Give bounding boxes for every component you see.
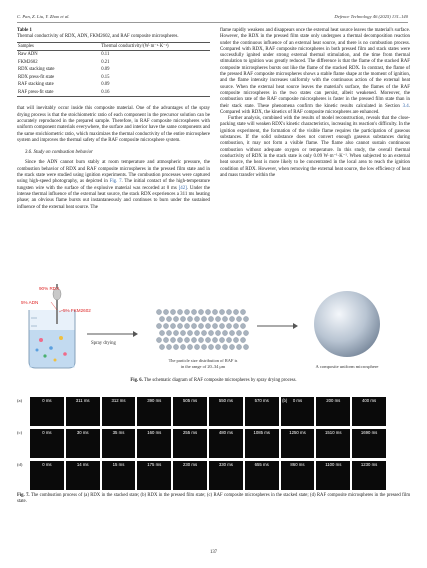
particle: [208, 316, 213, 321]
particle: [159, 330, 164, 335]
table-header-samples: Samples: [18, 43, 34, 49]
particle: [173, 330, 178, 335]
beaker-icon: [29, 310, 75, 368]
combustion-frame: [316, 461, 350, 490]
particle: [212, 309, 217, 314]
frame-time: 400 ms: [362, 398, 377, 403]
combustion-frame: [316, 429, 350, 458]
frame-time: 14 ms: [76, 462, 89, 467]
row-label: (a): [17, 398, 23, 403]
frame-time: 200 ms: [326, 398, 341, 403]
particle: [219, 309, 224, 314]
combustion-frame: [102, 429, 136, 458]
frame-time: 480 ms: [218, 430, 233, 435]
sample-cell: RDX stacking state: [18, 67, 55, 73]
running-header-authors: C. Pan, Z. Liu, Y. Zhao et al.: [17, 14, 70, 19]
particle: [159, 344, 164, 349]
table-row: [17, 89, 210, 97]
frame-time: 1510 ms: [325, 430, 342, 435]
particle: [191, 337, 196, 342]
sample-cell: RAF press-fit state: [18, 89, 54, 95]
fkm-label: 5% FKM2602: [63, 308, 91, 313]
section-heading-3-6: 3.6. Study on combustion behavior: [25, 150, 93, 156]
particle: [177, 309, 182, 314]
particle: [166, 316, 171, 321]
figure-6-caption: Fig. 6. The schematic diagram of RAF composite microspheres by spray drying process.: [130, 378, 297, 383]
combustion-frame: [66, 397, 100, 426]
paragraph: Further analysis, combined with the results of model reconstruction, reveals that the close-packing state will weaken RDX's kinetic characteristics, increasing its reaction's difficulty. In the ignition experiment, the formation of the visible flame requires the participation of gaseous substances. If the solid substance does not convert enough gaseous substances during combustion, it may not form a visible flame. The flame also cannot sustain continuous combustion without adequate oxygen or temperature. In this study, the overall thermal conductivity of RDX in the stack state is only 0.09 W·m⁻¹·K⁻¹. When subjected to an external heat source, the heat is more likely to be concentrated in the local area to reach the ignition condition of RDX. However, when removing the external heat source, the low efficiency of heat and mass transfer within the: [220, 116, 410, 178]
distribution-note-line2: in the range of 20–34 μm: [180, 364, 226, 369]
particle: [198, 309, 203, 314]
particle: [166, 344, 171, 349]
frame-time: 35 ms: [112, 430, 125, 435]
figure-7-caption: Fig. 7. The combustion process of (a) RDX in the stacked state; (b) RDX in the pressed film state; (c) RAF composite microspheres in the stacked state; (d) RAF composite microspheres in the pressed film state.: [17, 493, 410, 504]
particle: [215, 330, 220, 335]
particle: [243, 330, 248, 335]
particle: [194, 344, 199, 349]
particle: [219, 337, 224, 342]
reference-42-link[interactable]: [42]: [178, 185, 187, 191]
fig-7-link[interactable]: Fig. 7: [109, 179, 122, 185]
sample-cell: Raw ADN: [18, 52, 38, 58]
particle: [177, 337, 182, 342]
row-label: (d): [17, 462, 23, 467]
running-header-journal: Defence Technology 46 (2025) 131–140: [334, 14, 408, 19]
arrow-right-icon: [87, 331, 138, 337]
figure-6: [17, 282, 410, 390]
particle: [177, 323, 182, 328]
particle: [170, 323, 175, 328]
frame-time: 655 ms: [254, 462, 269, 467]
particle: [173, 316, 178, 321]
frame-time: 0 ms: [292, 398, 303, 403]
row-label: (b): [282, 398, 288, 403]
particle: [198, 323, 203, 328]
conductivity-cell: 0.09: [101, 67, 110, 73]
sample-cell: FKM2602: [18, 59, 38, 65]
adn-label: 5% ADN: [21, 300, 39, 305]
table-row: [17, 51, 210, 59]
particle: [163, 323, 168, 328]
particle: [201, 344, 206, 349]
conductivity-cell: 0.15: [101, 74, 110, 80]
table-header-conductivity: Thermal conductivity/(W·m⁻¹·K⁻¹): [101, 43, 169, 49]
particle: [180, 316, 185, 321]
particle: [212, 337, 217, 342]
particle: [226, 309, 231, 314]
particle: [236, 344, 241, 349]
particle: [191, 309, 196, 314]
combustion-frame: [281, 461, 315, 490]
particle: [184, 337, 189, 342]
particle: [233, 337, 238, 342]
frame-time: 0 ms: [42, 430, 52, 435]
table-row: [17, 59, 210, 66]
right-column: [220, 28, 410, 179]
particle: [215, 344, 220, 349]
conductivity-cell: 0.11: [101, 52, 110, 58]
arrow-right-icon: [257, 323, 298, 329]
combustion-frame: [245, 397, 279, 426]
frame-time: 390 ms: [147, 398, 162, 403]
figure-7: [17, 397, 410, 505]
combustion-frame: [209, 429, 243, 458]
frame-time: 1230 ms: [360, 462, 378, 467]
frame-time: 0 ms: [42, 462, 52, 467]
row-label: (c): [17, 430, 23, 435]
particle: [198, 337, 203, 342]
table-caption-text: Thermal conductivity of RDX, ADN, FKM2602, and RAF composite microspheres.: [17, 34, 179, 39]
frame-time: 330 ms: [218, 462, 233, 467]
header-rule: [17, 22, 408, 23]
particle: [156, 337, 161, 342]
particle: [233, 323, 238, 328]
distribution-note-line1: The particle size distribution of RAF is: [168, 358, 238, 363]
spray-drying-label: Spray drying: [91, 341, 116, 346]
particle: [236, 316, 241, 321]
particle: [205, 309, 210, 314]
particle: [243, 344, 248, 349]
frame-time: 160 ms: [147, 430, 162, 435]
frame-row: [17, 461, 410, 490]
particle: [170, 337, 175, 342]
particle: [187, 344, 192, 349]
thermal-conductivity-table: [17, 42, 210, 97]
frame-time: 230 ms: [183, 462, 198, 467]
frame-time: 30 ms: [76, 430, 89, 435]
particle: [187, 316, 192, 321]
particle: [191, 323, 196, 328]
particle: [184, 323, 189, 328]
composite-microsphere: [314, 291, 380, 357]
particle: [229, 344, 234, 349]
particle: [226, 337, 231, 342]
particle: [170, 309, 175, 314]
rdx-label: 90% RDX: [39, 286, 60, 291]
particle: [201, 316, 206, 321]
particle: [205, 323, 210, 328]
conductivity-cell: 0.21: [101, 59, 110, 65]
particle: [163, 309, 168, 314]
conductivity-cell: 0.16: [101, 89, 110, 95]
combustion-frame: [173, 429, 207, 458]
particle: [194, 330, 199, 335]
conductivity-cell: 0.09: [101, 82, 110, 88]
particle: [229, 316, 234, 321]
particle: [156, 323, 161, 328]
combustion-frame: [352, 461, 386, 490]
combustion-frame: [173, 397, 207, 426]
particle: [243, 316, 248, 321]
paragraph: flame rapidly weakens and disappears once the external heat source leaves the material's surface. However, the RDX in the pressed film state only undergoes a thermal decomposition reaction under the continuous influence of an external heat source, and there is no combustion process. Compared with RDX, RAF composite microspheres in both pressed film and stack states were successfully ignited under strong external thermal stimulation, and the time from thermal stimulation to ignition was greatly reduced. The difference is that the flame of the stacked RAF composite microspheres bursts out like the flame of the stacked RDX. In contrast, the flame of the pressed RAF composite microspheres shows a stable flame shape at the moment of ignition, and the flame intensity increases uniformly with the continuous action of the external heat source. When the external heat source leaves the material's surface, the flames of the RAF composite microspheres in the two states can persist, albeit weakened. Moreover, the combustion rate of the RAF composite microspheres is faster in the pressed film state than in their stack state. These phenomena confirm the kinetic results calculated in Section 3.4. Compared with RDX, the kinetics of RAF composite microspheres are enhanced.: [220, 28, 410, 115]
table-row: [17, 74, 210, 81]
particle: [194, 316, 199, 321]
combustion-frame: [316, 397, 350, 426]
frame-time: 505 ms: [183, 398, 198, 403]
particle: [219, 323, 224, 328]
table-row: [17, 66, 210, 73]
combustion-frame: [137, 461, 171, 490]
spray-drying-schematic: [17, 282, 410, 377]
frame-time: 312 ms: [111, 398, 126, 403]
particle: [156, 309, 161, 314]
particle: [240, 323, 245, 328]
page-number: 137: [209, 550, 218, 555]
frame-time: 0 ms: [42, 398, 52, 403]
particle: [222, 330, 227, 335]
frame-time: 175 ms: [147, 462, 162, 467]
combustion-frame: [30, 397, 64, 426]
particle: [163, 337, 168, 342]
combustion-frame: [137, 429, 171, 458]
particle: [208, 330, 213, 335]
particle: [226, 323, 231, 328]
particle: [208, 344, 213, 349]
combustion-frame: [173, 461, 207, 490]
frame-time: 550 ms: [218, 398, 233, 403]
particle: [233, 309, 238, 314]
frame-time: 255 ms: [183, 430, 198, 435]
particle: [240, 309, 245, 314]
particle: [184, 309, 189, 314]
frame-time: 1690 ms: [360, 430, 378, 435]
frame-time: 1100 ms: [325, 462, 342, 467]
particle: [166, 330, 171, 335]
particle: [236, 330, 241, 335]
left-column: [17, 28, 210, 211]
combustion-frame: [352, 397, 386, 426]
frame-time: 860 ms: [290, 462, 305, 467]
combustion-frame: [66, 461, 100, 490]
frame-time: 570 ms: [254, 398, 269, 403]
frame-row: [17, 397, 410, 426]
section-3-4-link[interactable]: 3.4: [402, 103, 409, 109]
table-row: [17, 81, 210, 88]
table-label: Table 1: [17, 28, 32, 33]
combustion-frame: [102, 397, 136, 426]
sample-cell: RAF stacking state: [18, 82, 54, 88]
particle: [229, 330, 234, 335]
combustion-frame: [30, 461, 64, 490]
particle-grid: [156, 309, 248, 349]
combustion-frame: [137, 397, 171, 426]
paragraph: Since the ADN cannot burn stably at room temperature and atmospheric pressure, the combustion behavior of RDX and RAF composite microspheres in the pressed film state and in the stack state were studied using ignition experiments. The combustion processes were captured using high-speed photography, as depicted in Fig. 7. The initial contact of the high-temperature tungsten wire with the surface of the explosive material was recorded at 0 ms [42]. Under the intense thermal influence of the external heat source, the stack RDX experiences a 311 ms heating phase; an obvious flame bursts out instantaneously and continues to burn under the sustained influence of the external heat source. The: [17, 160, 211, 210]
combustion-frame: [281, 429, 315, 458]
combustion-frame: [245, 461, 279, 490]
particle: [222, 316, 227, 321]
particle: [240, 337, 245, 342]
combustion-frame: [102, 461, 136, 490]
frame-time: 1085 ms: [253, 430, 270, 435]
paragraph: that will inevitably occur inside this composite material. One of the advantages of the spray drying process is that the stoichiometric ratio of each component in the precursor solution can be accurately reproduced in the prepared sample. Therefore, in RAF composite microspheres with uniform component materials everywhere, the surface and interior have the same components and the same stoichiometric ratio, which maximizes the thermal conductivity of the entire microsphere system and improves the thermal safety of the RAF composite microsphere system.: [17, 106, 210, 143]
frame-time: 15 ms: [112, 462, 125, 467]
particle: [222, 344, 227, 349]
combustion-frames: [17, 397, 410, 490]
frame-time: 1250 ms: [289, 430, 306, 435]
frame-time: 311 ms: [75, 398, 90, 403]
particle: [180, 330, 185, 335]
combustion-frame: [281, 397, 315, 426]
particle: [187, 330, 192, 335]
combustion-frame: [245, 429, 279, 458]
particle: [159, 316, 164, 321]
sample-cell: RDX press-fit state: [18, 74, 55, 80]
particle: [201, 330, 206, 335]
combustion-frame: [209, 461, 243, 490]
combustion-frame: [209, 397, 243, 426]
particle: [180, 344, 185, 349]
table-1-caption: [17, 28, 210, 40]
particle: [215, 316, 220, 321]
microsphere-label: A composite uniform microsphere: [315, 364, 379, 369]
particle: [173, 344, 178, 349]
particle: [212, 323, 217, 328]
combustion-frame: [352, 429, 386, 458]
particle: [205, 337, 210, 342]
combustion-frame: [30, 429, 64, 458]
frame-row: [17, 429, 410, 458]
combustion-frame: [66, 429, 100, 458]
